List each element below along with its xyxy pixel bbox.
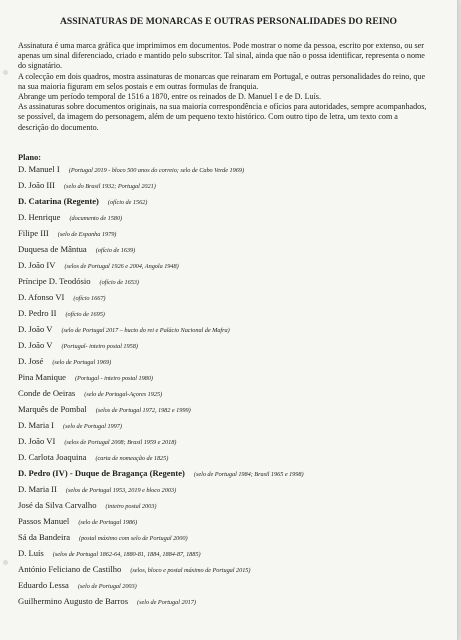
intro-paragraph: Assinatura é uma marca gráfica que imprimimos em documentos. Pode mostrar o nome da pessoa, escrito por extenso, ou ser apenas um sinal diferenciado, criado e mantido pelo subscritor. Tal sinal, ainda que não o possa identificar, representa o nome do signatário. xyxy=(18,41,425,71)
document-title: ASSINATURAS DE MONARCAS E OUTRAS PERSONALIDADES DO REINO xyxy=(59,16,398,27)
entry-note: (selos de Portugal 2008; Brasil 1959 e 2018) xyxy=(64,439,177,446)
entry-name: José da Silva Carvalho xyxy=(18,500,97,510)
entry-note: (ofício 1667) xyxy=(73,295,106,302)
list-item xyxy=(18,212,122,224)
intro-paragraph: As assinaturas sobre documentos originais, na sua maioria correspondência e ofícios para autoridades, sempre acompanhados, se possível, da imagem do personagem, além de um pequeno texto histórico. Com outro tipo de letra, um texto com a descrição do documento. xyxy=(18,102,427,132)
entry-note: (ofício de 1639) xyxy=(95,247,136,254)
entry-note: (carta de nomeação de 1825) xyxy=(95,455,169,462)
list-item xyxy=(18,164,244,176)
list-item xyxy=(18,420,122,432)
list-item xyxy=(18,564,250,576)
entry-note: (selo de Portugal 2003) xyxy=(77,583,137,590)
entry-note: (selos de Portugal 1953, 2019 e bloco 2003) xyxy=(65,487,177,494)
entry-name: D. João V xyxy=(18,340,53,350)
entry-note: (selos de Portugal 1862-64, 1880-81, 1884, 1884-87, 1885) xyxy=(52,551,201,558)
entry-note: (selos, bloco e postal máximo de Portugal 2015) xyxy=(130,567,251,574)
entry-name: D. Pedro II xyxy=(18,308,57,318)
list-item xyxy=(18,452,168,464)
entry-note: (selo de Portugal-Açores 1925) xyxy=(84,391,163,398)
list-item xyxy=(18,196,147,208)
entry-note: (ofício de 1562) xyxy=(107,199,148,206)
list-item xyxy=(18,276,139,288)
entry-note: (ofício de 1695) xyxy=(65,311,105,318)
entry-name: D. Catarina (Regente) xyxy=(18,196,99,206)
punch-hole xyxy=(3,560,8,565)
entry-note: (selo do Brasil 1932; Portugal 2021) xyxy=(64,183,156,190)
entry-name: Príncipe D. Teodósio xyxy=(18,276,91,286)
entry-name: D. José xyxy=(18,356,44,366)
list-item xyxy=(18,468,304,480)
list-item xyxy=(18,372,153,384)
entry-note: (selo de Portugal 1986) xyxy=(78,519,138,526)
entry-note: (selo de Portugal 2017 – bucto do rei e Palácio Nacional de Mafra) xyxy=(61,327,230,334)
list-item xyxy=(18,324,230,336)
list-item xyxy=(18,260,179,272)
entry-name: D. Maria I xyxy=(18,420,55,430)
entry-note: (inteiro postal 2003) xyxy=(105,503,157,510)
entry-name: D. Maria II xyxy=(18,484,57,494)
entry-note: (selos de Portugal 1926 e 2004, Angola 1948) xyxy=(64,263,179,270)
list-item xyxy=(18,596,196,608)
list-item xyxy=(18,292,105,304)
list-item xyxy=(18,436,176,448)
list-item xyxy=(18,548,201,560)
entry-name: Eduardo Lessa xyxy=(18,580,69,590)
entry-note: (selo de Portugal 2017) xyxy=(137,599,196,606)
entry-name: Guilhermino Augusto de Barros xyxy=(18,596,129,606)
entry-name: Sá da Bandeira xyxy=(18,532,71,542)
entry-note: (postal máximo com selo de Portugal 2000) xyxy=(79,535,188,542)
entry-note: (selo de Portugal 1984; Brasil 1965 e 1998) xyxy=(193,471,304,478)
list-item xyxy=(18,516,137,528)
entry-note: (documento de 1580) xyxy=(69,215,123,222)
entry-name: Filipe III xyxy=(18,228,49,238)
punch-hole xyxy=(3,70,8,75)
list-item xyxy=(18,500,156,512)
list-item xyxy=(18,580,137,592)
entry-name: D. Manuel I xyxy=(18,164,60,174)
entry-name: Conde de Oeiras xyxy=(18,388,76,398)
entry-name: Duquesa de Mântua xyxy=(18,244,87,254)
entry-name: Marquês de Pombal xyxy=(18,404,87,414)
entry-note: (selo de Portugal 1969) xyxy=(52,359,112,366)
entry-name: D. Afonso VI xyxy=(18,292,65,302)
list-item xyxy=(18,388,162,400)
list-item xyxy=(18,484,176,496)
list-item xyxy=(18,180,156,192)
entry-note: (selos de Portugal 1972, 1982 e 1999) xyxy=(95,407,191,414)
intro-paragraph: Abrange um período temporal de 1516 a 1870, entre os reinados de D. Manuel I e de D. Luís. xyxy=(18,92,321,102)
entry-note: (Portugal - inteiro postal 1980) xyxy=(74,375,153,382)
entry-name: D. João V xyxy=(18,324,53,334)
list-item xyxy=(18,532,188,544)
entry-name: D. Luís xyxy=(18,548,44,558)
list-item xyxy=(18,404,191,416)
entry-note: (Portugal 2019 - bloco 500 anos do correio; selo de Cabo Verde 1969) xyxy=(68,167,244,174)
entry-note: (ofício de 1653) xyxy=(99,279,139,286)
list-item xyxy=(18,308,105,320)
list-item xyxy=(18,356,111,368)
intro-paragraph: A colecção em dois quadros, mostra assinaturas de monarcas que reinaram em Portugal, e outras personalidades do reino, que na sua maioria figuram em selos postais e em outras formulas de franquia. xyxy=(18,71,426,91)
list-item xyxy=(18,340,138,352)
entry-name: D. Carlota Joaquina xyxy=(18,452,87,462)
entry-name: Pina Manique xyxy=(18,372,66,382)
entry-name: D. Pedro (IV) - Duque de Bragança (Regente) xyxy=(18,468,185,478)
plan-label: Plano: xyxy=(18,153,42,162)
list-item xyxy=(18,244,135,256)
entry-note: (selo de Espanha 1979) xyxy=(57,231,117,238)
entry-name: D. João VI xyxy=(18,436,56,446)
intro-text xyxy=(18,41,428,133)
entry-name: António Feliciano de Castilho xyxy=(18,564,122,574)
entry-name: D. João IV xyxy=(18,260,56,270)
entry-name: Passos Manuel xyxy=(18,516,70,526)
list-item xyxy=(18,228,116,240)
entry-note: (Portugal- inteiro postal 1958) xyxy=(61,343,138,350)
entry-name: D. João III xyxy=(18,180,55,190)
entry-note: (selo de Portugal 1997) xyxy=(63,423,122,430)
entry-name: D. Henrique xyxy=(18,212,61,222)
